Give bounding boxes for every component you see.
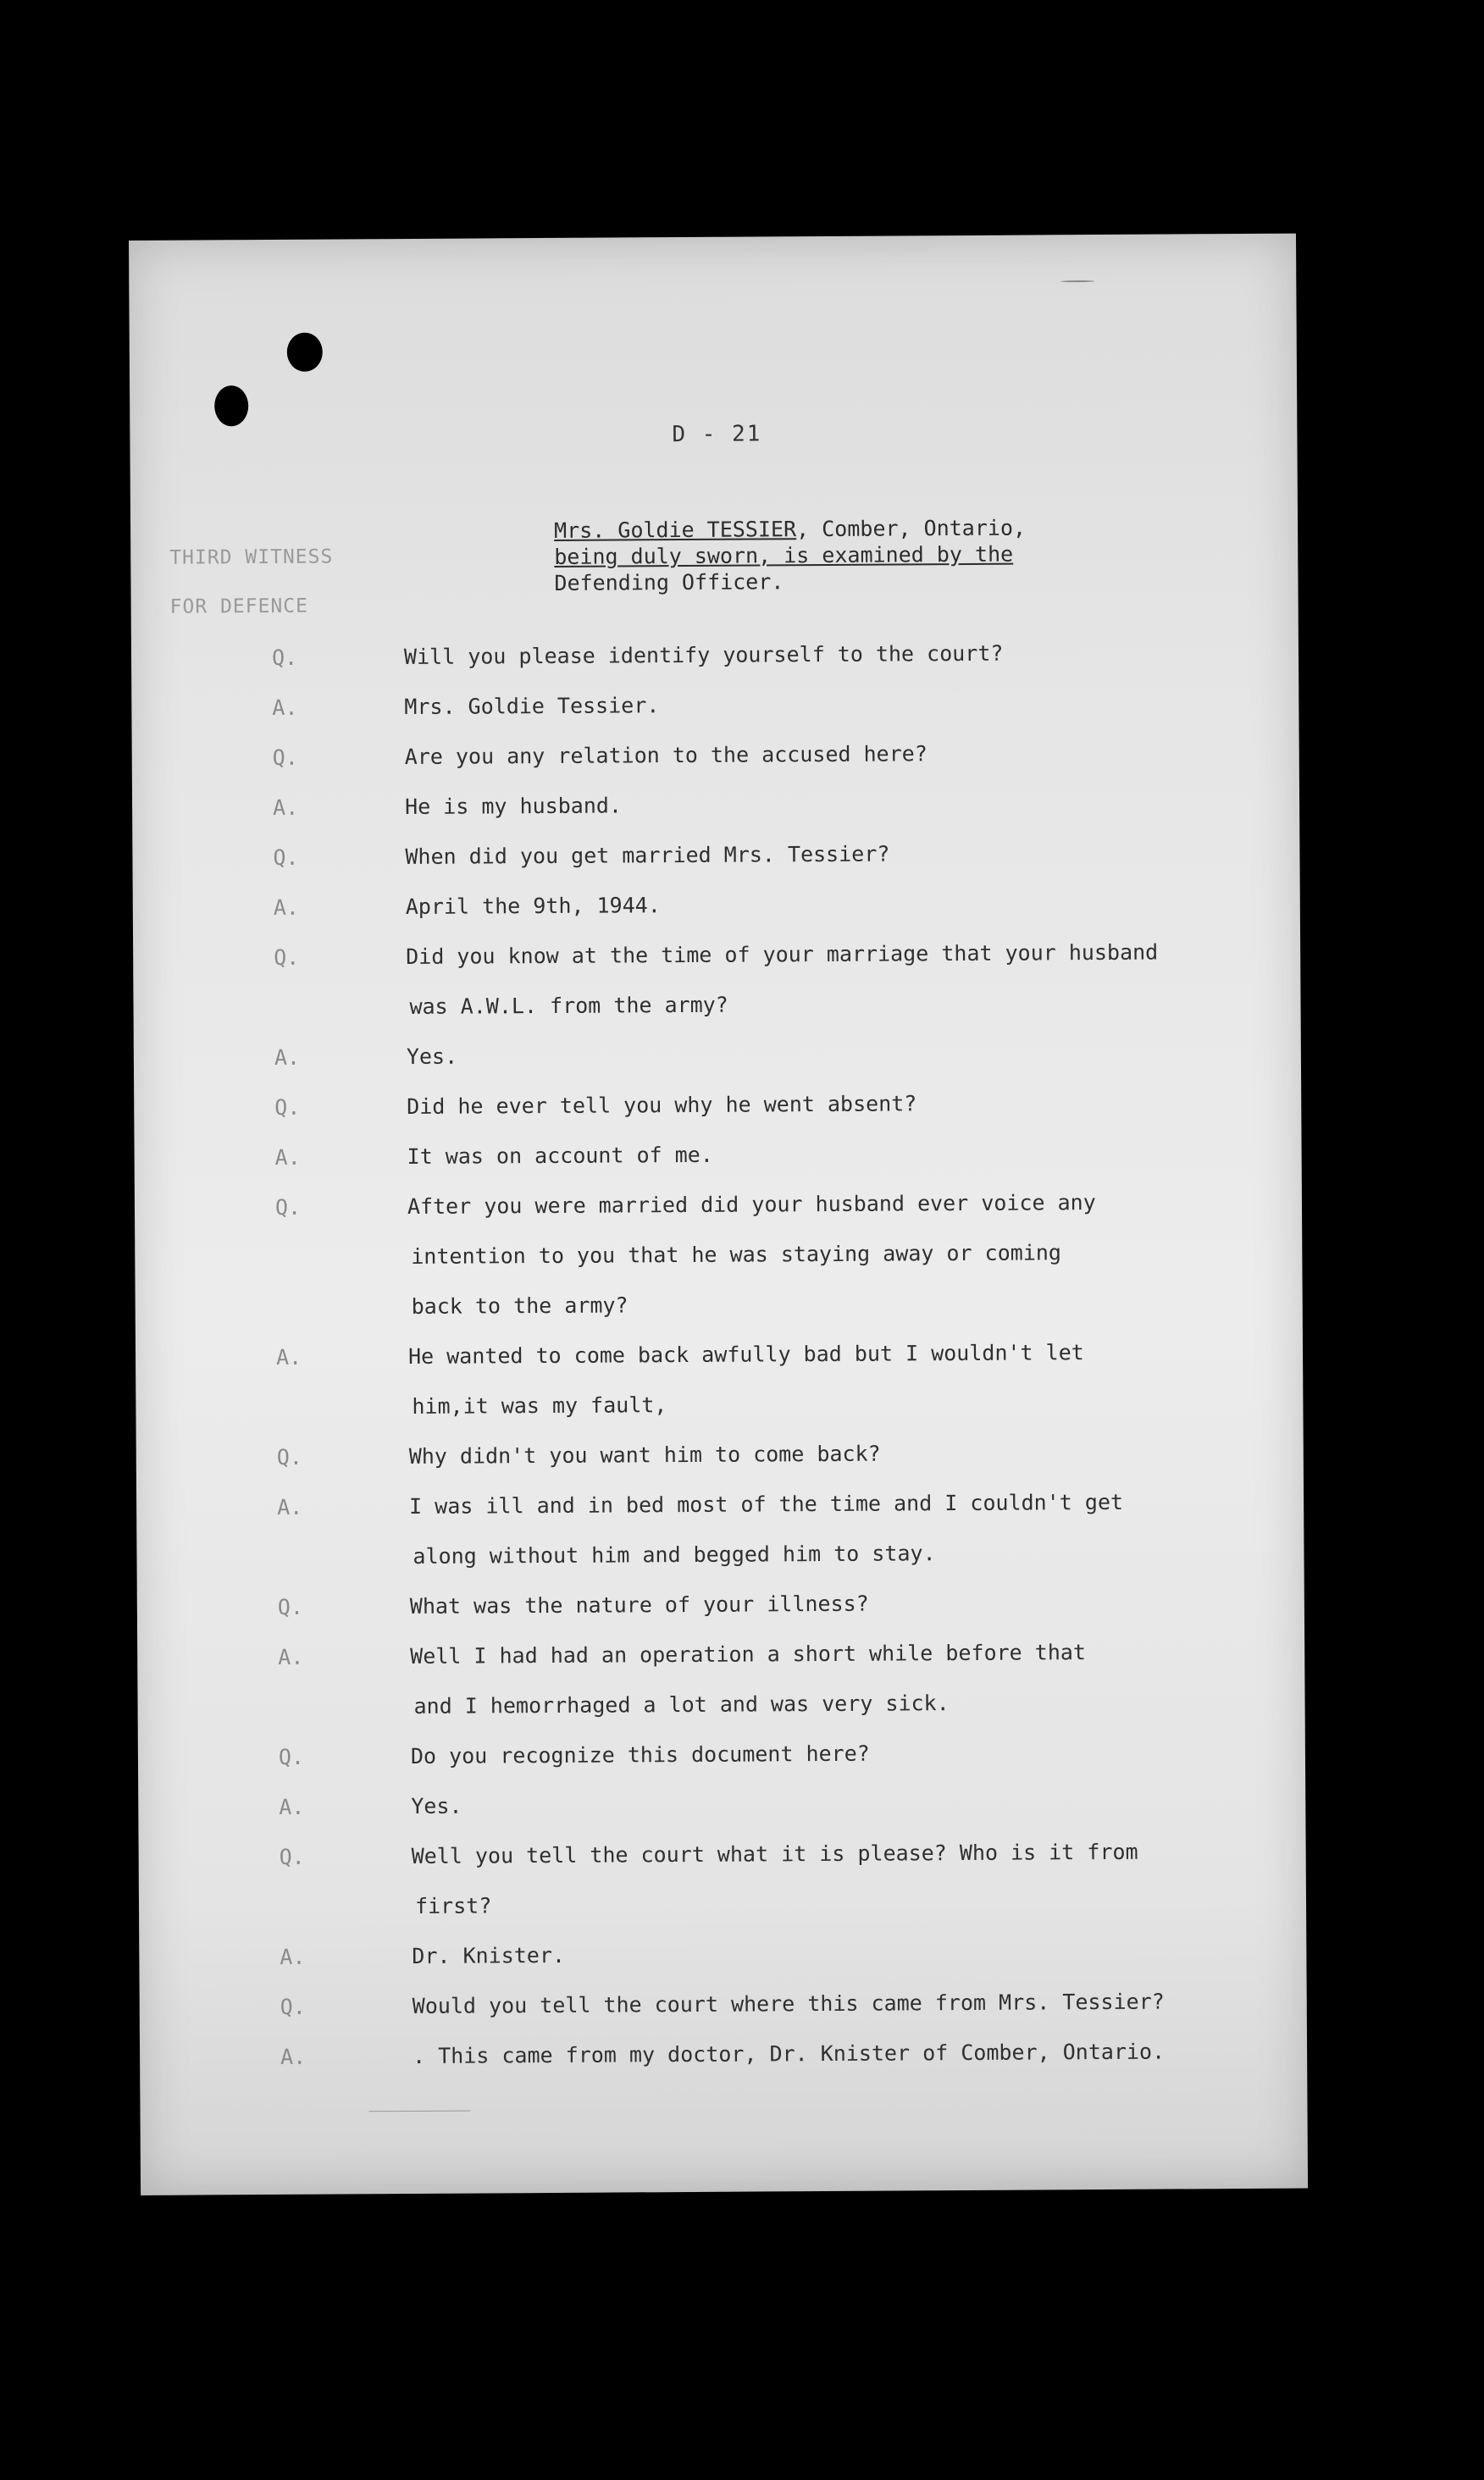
testimony-text: . This came from my doctor, Dr. Knister of Comber, Ontario. bbox=[413, 2039, 1166, 2068]
question-marker: Q. bbox=[271, 645, 298, 670]
witness-location: , Comber, Ontario, bbox=[795, 515, 1027, 542]
intro-line-1 bbox=[554, 515, 1026, 544]
question-marker: Q. bbox=[273, 844, 299, 870]
testimony-text: Did you know at the time of your marriage that your husband bbox=[406, 939, 1159, 970]
side-label-line: FOR DEFENCE bbox=[169, 595, 309, 618]
question-marker: Q. bbox=[274, 1194, 302, 1220]
answer-marker: A. bbox=[280, 1944, 306, 1969]
answer-marker: A. bbox=[278, 1644, 304, 1669]
answer-line bbox=[276, 1376, 1276, 1432]
answer-marker: A. bbox=[274, 1044, 301, 1070]
answer-line bbox=[277, 1526, 1276, 1582]
answer-line bbox=[274, 1127, 1274, 1182]
witness-name: Mrs. Goldie TESSIER bbox=[554, 517, 797, 543]
question-line bbox=[280, 1976, 1280, 2032]
question-line bbox=[276, 1276, 1276, 1332]
question-marker: Q. bbox=[274, 1094, 301, 1120]
answer-marker: A. bbox=[275, 1344, 302, 1370]
answer-line bbox=[272, 677, 1271, 733]
answer-marker: A. bbox=[280, 2044, 307, 2069]
question-marker: Q. bbox=[280, 1994, 306, 2019]
punch-hole bbox=[287, 333, 323, 372]
testimony-text: I was ill and in bed most of the time and I couldn't get bbox=[409, 1489, 1124, 1520]
testimony-text: and I hemorrhaged a lot and was very sick. bbox=[413, 1691, 950, 1719]
testimony-text: Mrs. Goldie Tessier. bbox=[404, 693, 660, 720]
testimony-text: Do you recognize this document here? bbox=[410, 1741, 870, 1769]
punch-hole bbox=[214, 385, 248, 426]
question-line bbox=[275, 1176, 1275, 1232]
answer-line bbox=[280, 2026, 1280, 2082]
question-line bbox=[274, 1077, 1274, 1132]
scan-mark bbox=[1060, 280, 1094, 282]
testimony-text: was A.W.L. from the army? bbox=[409, 992, 728, 1019]
answer-line bbox=[279, 1776, 1278, 1832]
document-page bbox=[129, 234, 1308, 2195]
question-marker: Q. bbox=[276, 1444, 302, 1470]
answer-line bbox=[273, 777, 1272, 833]
answer-line bbox=[277, 1476, 1276, 1532]
witness-side-label bbox=[169, 533, 334, 632]
testimony-text: It was on account of me. bbox=[407, 1142, 713, 1170]
testimony-text: When did you get married Mrs. Tessier? bbox=[405, 841, 890, 870]
answer-line bbox=[274, 1027, 1274, 1082]
question-line bbox=[277, 1426, 1276, 1482]
testimony-text: him,it was my fault, bbox=[412, 1392, 667, 1419]
answer-marker: A. bbox=[277, 1494, 303, 1520]
testimony-text: back to the army? bbox=[411, 1293, 628, 1319]
testimony-text: After you were married did your husband ever voice any bbox=[407, 1190, 1096, 1220]
testimony-text: Dr. Knister. bbox=[412, 1942, 566, 1968]
testimony-text: Would you tell the court where this came from Mrs. Tessier? bbox=[412, 1989, 1165, 2018]
answer-line bbox=[278, 1626, 1277, 1682]
witness-intro bbox=[554, 515, 1026, 596]
testimony-text: Well I had had an operation a short while before that bbox=[410, 1640, 1087, 1669]
testimony-text: He wanted to come back awfully bad but I wouldn't let bbox=[407, 1340, 1084, 1370]
question-line bbox=[278, 1576, 1277, 1632]
testimony-text: Yes. bbox=[411, 1793, 462, 1818]
answer-line bbox=[276, 1326, 1276, 1382]
question-line bbox=[279, 1726, 1278, 1782]
testimony-text: intention to you that he was staying away or coming bbox=[411, 1240, 1062, 1269]
answer-marker: A. bbox=[274, 1144, 301, 1170]
testimony-text: April the 9th, 1944. bbox=[405, 893, 661, 920]
answer-line bbox=[278, 1676, 1277, 1732]
question-line bbox=[280, 1876, 1279, 1932]
question-marker: Q. bbox=[277, 1594, 304, 1619]
question-marker: Q. bbox=[279, 1844, 305, 1869]
testimony-text: Why didn't you want him to come back? bbox=[408, 1441, 881, 1470]
testimony-text: Are you any relation to the accused here? bbox=[404, 741, 928, 770]
testimony-transcript bbox=[272, 627, 1280, 2082]
question-marker: Q. bbox=[274, 944, 300, 970]
question-line bbox=[275, 1226, 1275, 1282]
answer-marker: A. bbox=[273, 894, 300, 920]
question-line bbox=[274, 977, 1273, 1032]
question-line bbox=[272, 627, 1271, 683]
question-line bbox=[273, 727, 1272, 783]
question-marker: Q. bbox=[272, 745, 298, 770]
testimony-text: Did he ever tell you why he went absent? bbox=[407, 1091, 917, 1120]
testimony-text: first? bbox=[414, 1893, 492, 1918]
answer-line bbox=[280, 1926, 1279, 1982]
question-line bbox=[273, 827, 1272, 883]
testimony-text: Well you tell the court what it is please? Who is it from bbox=[411, 1839, 1138, 1868]
divider bbox=[368, 2111, 470, 2112]
question-line bbox=[274, 927, 1273, 983]
intro-line-3: Defending Officer. bbox=[554, 569, 784, 595]
question-marker: Q. bbox=[278, 1744, 305, 1769]
testimony-text: What was the nature of your illness? bbox=[409, 1591, 869, 1619]
testimony-text: along without him and begged him to stay. bbox=[413, 1541, 936, 1569]
page-number: D - 21 bbox=[672, 421, 762, 448]
intro-line-2: being duly sworn, is examined by the bbox=[554, 541, 1014, 569]
answer-marker: A. bbox=[279, 1794, 305, 1819]
question-line bbox=[279, 1826, 1278, 1882]
answer-marker: A. bbox=[272, 695, 298, 720]
side-label-line: THIRD WITNESS bbox=[169, 545, 334, 569]
answer-marker: A. bbox=[273, 794, 299, 820]
testimony-text: Will you please identify yourself to the court? bbox=[403, 640, 1004, 670]
testimony-text: He is my husband. bbox=[405, 793, 623, 820]
testimony-text: Yes. bbox=[406, 1043, 458, 1070]
answer-line bbox=[274, 877, 1273, 933]
